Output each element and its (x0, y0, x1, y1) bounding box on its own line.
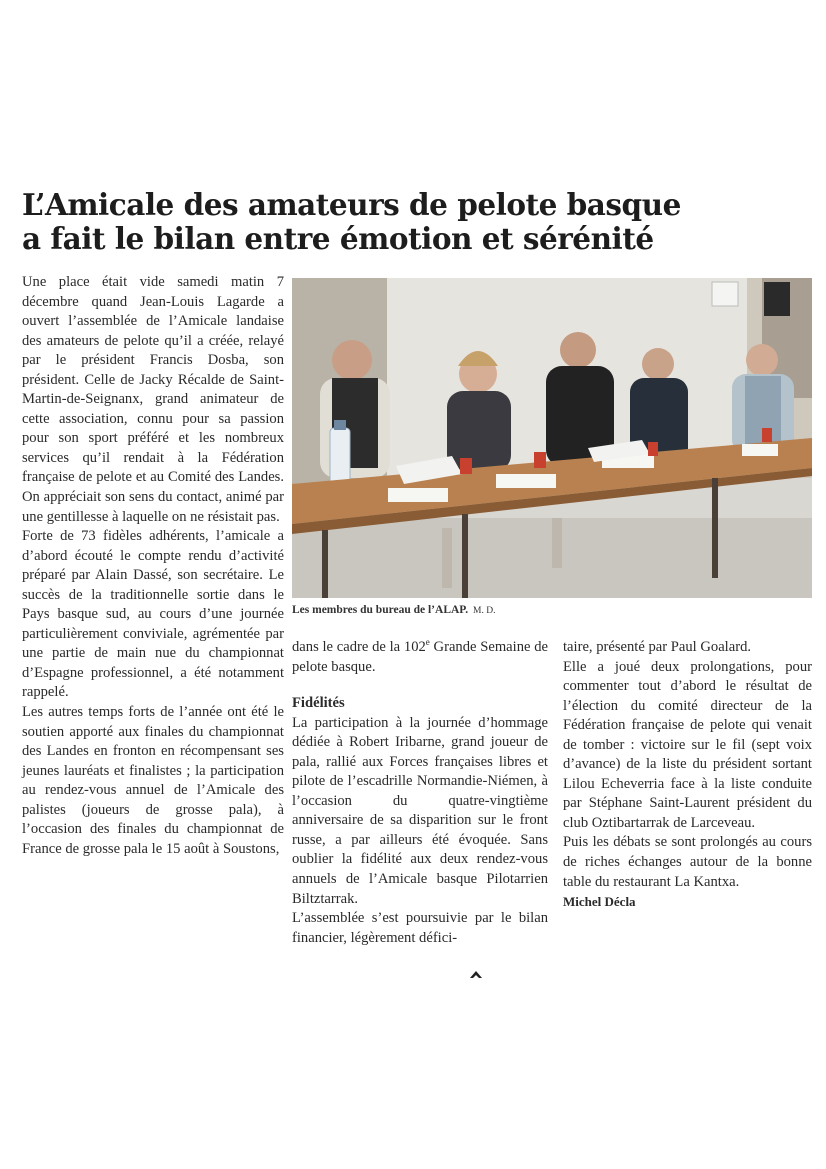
author-signature: Michel Décla (563, 894, 636, 910)
paragraph: Les autres temps forts de l’année ont été le soutien apporté aux finales du championnat des Landes en fronton en récompensant ses jeunes lauréats et finalistes ; la participation au rendez-vous annuel de l’Amicale des palistes (joueurs de grosse pala), à l’occasion des finales du championnat de France de grosse pala le 15 août à Soustons, (22, 704, 284, 857)
ordinal-suffix: e (425, 637, 430, 648)
headline-line-1: L’Amicale des amateurs de pelote basque (22, 187, 681, 222)
article-column-1 (22, 273, 284, 859)
paragraph: L’assemblée s’est poursuivie par le bilan financier, légèrement défici- (292, 910, 548, 946)
headline-line-2: a fait le bilan entre émotion et sérénité (22, 221, 654, 256)
paragraph-text: dans le cadre de la 102 (292, 639, 426, 655)
paragraph-text: Grande Semaine de pelote basque. (292, 639, 549, 675)
paragraph: taire, présenté par Paul Goalard. (563, 639, 752, 655)
paragraph: Elle a joué deux prolongations, pour commenter tout d’abord le résultat de l’élection du comité directeur de la Fédération française de pelote qui venait de tomber : victoire sur le fil (sept voix d’avance) de la liste du président sortant Lilou Echeverria face à la liste conduite par Stéphane Saint-Laurent président du club Oztibartarrak de Larceveau. (563, 658, 812, 831)
paragraph (292, 638, 548, 677)
article-column-3 (563, 638, 812, 912)
paragraph: Une place était vide samedi matin 7 décembre quand Jean-Louis Lagarde a ouvert l’assemblée de l’Amicale landaise des amateurs de pelote qu’il a créée, relayé par le président Francis Dosba, son président. Celle de Jacky Récalde de Saint-Martin-de-Seignanx, grand animateur de cette association, connu pour sa passion pour son sport préféré et les nombreux services qu’il rendait à la Fédération française de pelote et au Comité des Landes. On appréciait son sens du contact, animé par une gentillesse à laquelle on ne résistait pas. (22, 274, 284, 525)
article-column-2 (292, 638, 548, 948)
photo-caption (292, 604, 812, 616)
subheading: Fidélités (292, 695, 345, 712)
article-photo (292, 278, 812, 598)
paragraph: Puis les débats se sont prolongés au cours de riches échanges autour de la bonne table du restaurant La Kantxa. (563, 834, 812, 890)
paragraph: La participation à la journée d’hommage dédiée à Robert Iribarne, grand joueur de pala, rallié aux Forces françaises libres et pilote de l’escadrille Normandie-Niémen, à l’occasion du quatre-vingtième anniversaire de sa disparition sur le front russe, a par ailleurs été évoquée. Sans oublier la fidélité aux deux rendez-vous annuels de l’Amicale basque Pilotarrien Biltztarrak. (292, 714, 548, 907)
headline (22, 188, 812, 256)
caption-text: Les membres du bureau de l’ALAP. (292, 604, 469, 616)
caret-up-icon (469, 970, 483, 980)
caption-credit: M. D. (473, 606, 496, 616)
paragraph: Forte de 73 fidèles adhérents, l’amicale a d’abord écouté le compte rendu d’activité préparé par Alain Dassé, son secrétaire. Le succès de la traditionnelle sortie dans le Pays basque sud, au cours d’une journée particulièrement conviviale, agrémentée par une partie de main nue du championnat d’Espagne professionnel, a été notamment rappelé. (22, 528, 284, 701)
meeting-photo-illustration (292, 278, 812, 598)
